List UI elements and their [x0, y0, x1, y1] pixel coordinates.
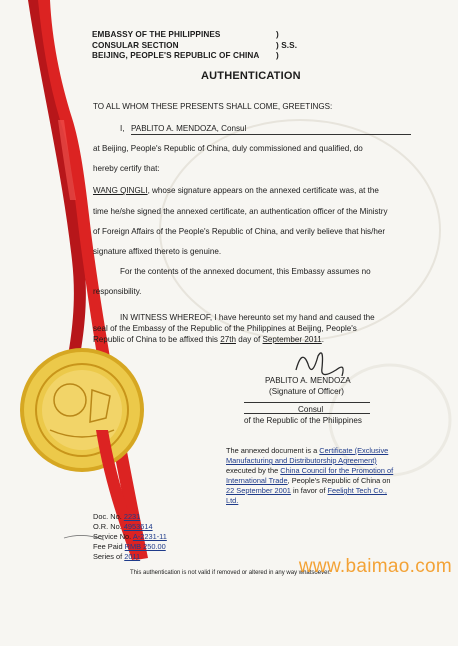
header-ss-bracket [276, 30, 297, 62]
record-label: Service No. [93, 532, 132, 541]
annex-beneficiary: Feelight Tech Co., [327, 486, 387, 495]
body-line: responsibility. [93, 287, 142, 296]
doc-number: 2231 [123, 512, 141, 521]
witness-date-line [93, 334, 324, 345]
or-number: 4953614 [123, 522, 153, 531]
annex-text: , People's Republic of China on [287, 476, 391, 485]
handwritten-signature [296, 353, 343, 376]
red-ribbon-icon [38, 0, 148, 560]
annex-text: executed by the [226, 466, 279, 475]
bracket-line: ) [276, 51, 279, 60]
signer-name: WANG QINGLI [93, 186, 148, 195]
officer-name: PABLITO A. MENDOZA [265, 376, 351, 385]
embassy-header [92, 30, 259, 62]
record-label: Doc. No. [93, 512, 122, 521]
gold-seal-icon [20, 348, 144, 472]
body-line: time he/she signed the annexed certificate, an authentication officer of the Ministry [93, 207, 388, 216]
annex-text: in favor of [292, 486, 326, 495]
witness-text: day of [238, 335, 261, 344]
header-line-location: BEIJING, PEOPLE'S REPUBLIC OF CHINA [92, 51, 260, 60]
annex-document-type: Manufacturing and Distributorship Agreement) [226, 456, 377, 465]
consul-name: PABLITO A. MENDOZA, Consul [131, 123, 411, 135]
bracket-line: ) [276, 30, 279, 39]
signature-rule [244, 402, 370, 403]
greeting: TO ALL WHOM THESE PRESENTS SHALL COME, GREETINGS: [93, 102, 333, 111]
annex-beneficiary: Ltd. [226, 496, 239, 505]
series-year: 2011 [124, 552, 141, 561]
header-line-consular: CONSULAR SECTION [92, 40, 179, 50]
witness-text: . [321, 335, 325, 344]
record-label: O.R. No. [93, 522, 122, 531]
consul-prefix: I, [120, 124, 125, 133]
officer-country: of the Republic of the Philippines [244, 416, 362, 425]
body-line: of Foreign Affairs of the People's Republic of China, and verily believe that his/her [93, 227, 386, 236]
signature-caption: (Signature of Officer) [269, 387, 344, 396]
record-block [93, 512, 167, 562]
service-number: A-2231-11 [132, 532, 167, 541]
record-label: Fee Paid [93, 542, 123, 551]
site-watermark: www.baimao.com [298, 556, 452, 577]
officer-title: Consul [298, 405, 324, 414]
body-line: at Beijing, People's Republic of China, duly commissioned and qualified, do [93, 144, 363, 153]
witness-month-year: September 2011 [262, 335, 322, 344]
document-title: AUTHENTICATION [201, 70, 301, 82]
fee-paid: RMB 250.00 [124, 542, 166, 551]
annex-note [226, 446, 436, 506]
witness-line: seal of the Embassy of the Republic of the Philippines at Beijing, People's [93, 324, 357, 333]
signer-line [93, 185, 379, 196]
body-text: , whose signature appears on the annexed certificate was, at the [147, 186, 379, 195]
witness-line: IN WITNESS WHEREOF, I have hereunto set my hand and caused the [120, 313, 375, 322]
annex-issuer: China Council for the Promotion of [280, 466, 394, 475]
validity-footer-note: This authentication is not valid if removed or altered in any way whatsoever. [130, 570, 331, 576]
body-line: signature affixed thereto is genuine. [93, 247, 222, 256]
title-rule [244, 413, 370, 414]
annex-document-type: Certificate (Exclusive [319, 446, 389, 455]
record-label: Series of [93, 552, 123, 561]
witness-text: Republic of China to be affixed this [93, 335, 218, 344]
witness-day: 27th [220, 335, 236, 344]
bracket-ss: ) S.S. [276, 40, 298, 50]
annex-text: The annexed document is a [226, 446, 318, 455]
annex-issuer: International Trade [226, 476, 288, 485]
body-line: hereby certify that: [93, 164, 160, 173]
annex-date: 22 September 2001 [226, 486, 291, 495]
header-line-embassy: EMBASSY OF THE PHILIPPINES [92, 30, 221, 39]
body-line: For the contents of the annexed document, this Embassy assumes no [120, 267, 371, 276]
